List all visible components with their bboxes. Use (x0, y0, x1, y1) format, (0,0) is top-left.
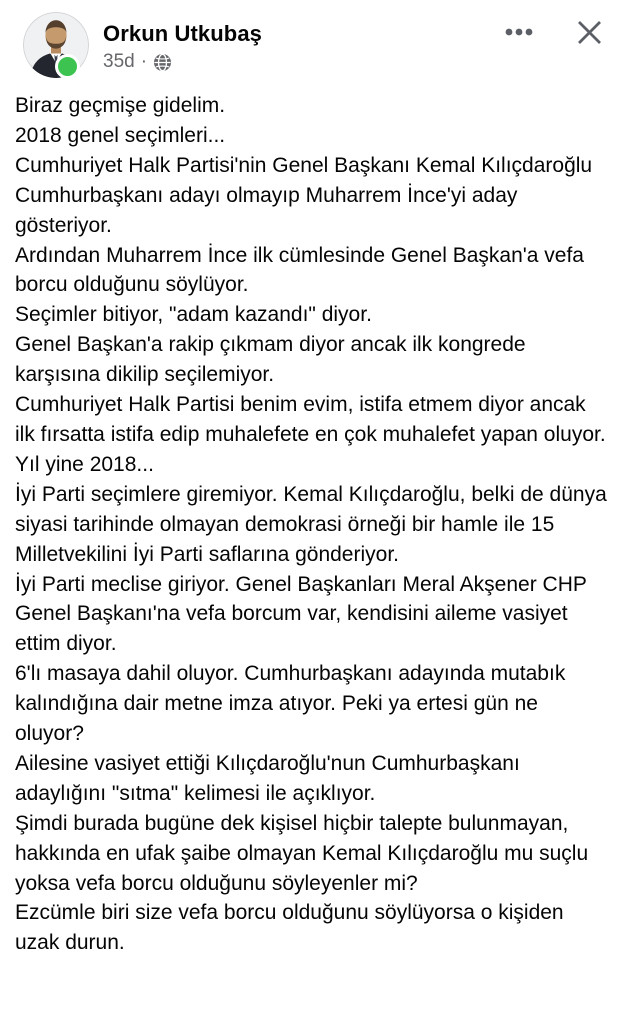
close-button[interactable] (574, 17, 604, 47)
post-paragraph: Ardından Muharrem İnce ilk cümlesinde Genel Başkan'a vefa borcu olduğunu söylüyor. (15, 243, 584, 297)
avatar[interactable] (23, 12, 89, 78)
post-header-text (103, 12, 262, 73)
post-paragraph: Ailesine vasiyet ettiği Kılıçdaroğlu'nun Cumhurbaşkanı adaylığını "sıtma" kelimesi ile açıklıyor. (15, 751, 520, 805)
post-header (0, 0, 622, 78)
post-paragraph: Genel Başkan'a rakip çıkmam diyor ancak ilk kongrede karşısına dikilip seçilemiyor. (15, 333, 526, 387)
post-paragraph: İyi Parti seçimlere giremiyor. Kemal Kılıçdaroğlu, belki de dünya siyasi tarihinde olmayan demokrasi örneği bir hamle ile 15 Milletvekilini İyi Parti saflarına gönderiyor. (15, 482, 607, 566)
ellipsis-icon (505, 28, 533, 36)
post-paragraph: Ezcümle biri size vefa borcu olduğunu söylüyorsa o kişiden uzak durun. (15, 901, 564, 955)
post-paragraph: Yıl yine 2018... (15, 452, 154, 476)
post-paragraph: Şimdi burada bugüne dek kişisel hiçbir talepte bulunmayan, hakkında en ufak şaibe olmayan Kemal Kılıçdaroğlu mu suçlu yoksa vefa borcu olduğunu söyleyenler mi? (15, 811, 589, 895)
post-paragraph: Seçimler bitiyor, "adam kazandı" diyor. (15, 303, 372, 327)
more-options-button[interactable] (504, 17, 534, 47)
post-paragraph: Cumhuriyet Halk Partisi'nin Genel Başkanı Kemal Kılıçdaroğlu Cumhurbaşkanı adayı olmayıp Muharrem İnce'yi aday gösteriyor. (15, 153, 593, 237)
timestamp[interactable]: 35d (103, 51, 135, 72)
post-text (0, 78, 622, 958)
post-header-actions (504, 17, 604, 47)
meta-separator: · (140, 51, 148, 72)
close-icon (575, 18, 604, 47)
post-paragraph: Biraz geçmişe gidelim. (15, 94, 226, 117)
post-paragraph: 6'lı masaya dahil oluyor. Cumhurbaşkanı adayında mutabık kalındığına dair metne imza atıyor. Peki ya ertesi gün ne oluyor? (15, 662, 566, 746)
post-paragraph: İyi Parti meclise giriyor. Genel Başkanları Meral Akşener CHP Genel Başkanı'na vefa borcum var, kendisini aileme vasiyet ettim diyor. (15, 572, 587, 656)
post-paragraph: Cumhuriyet Halk Partisi benim evim, istifa etmem diyor ancak ilk fırsatta istifa edip muhalefete en çok muhalefet yapan oluyor. (15, 393, 606, 446)
online-status-dot (55, 54, 80, 79)
author-name[interactable]: Orkun Utkubaş (103, 21, 262, 46)
post-paragraph: 2018 genel seçimleri... (15, 123, 226, 147)
globe-icon (153, 53, 172, 72)
post-meta (103, 51, 262, 73)
